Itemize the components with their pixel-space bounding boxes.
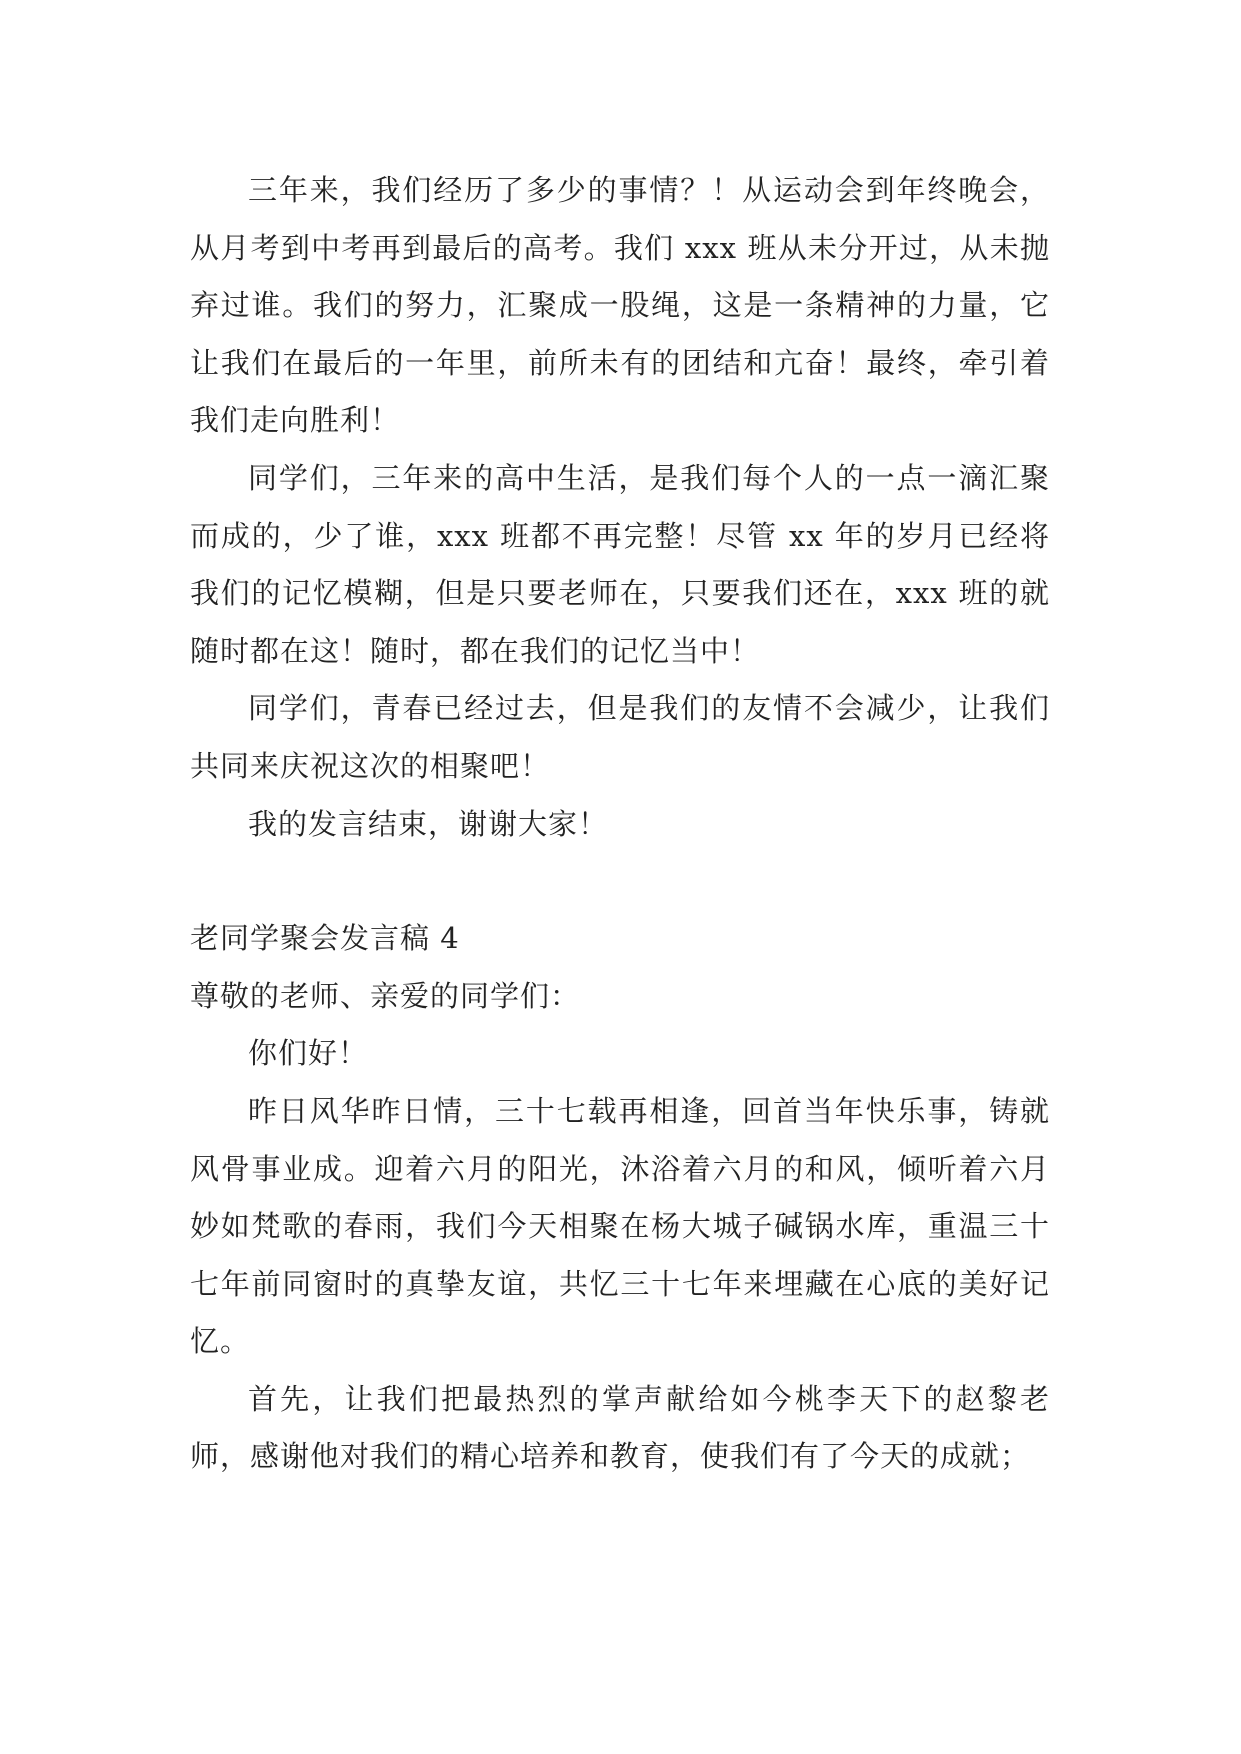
paragraph: 首先，让我们把最热烈的掌声献给如今桃李天下的赵黎老师，感谢他对我们的精心培养和教育，使我们有了今天的成就； xyxy=(190,1381,1050,1474)
paragraph: 昨日风华昨日情，三十七载再相逢，回首当年快乐事，铸就风骨事业成。迎着六月的阳光，沐浴着六月的和风，倾听着六月妙如梵歌的春雨，我们今天相聚在杨大城子碱锅水库，重温三十七年前同窗时的真挚友谊，共忆三十七年来埋藏在心底的美好记忆。 xyxy=(190,1093,1050,1359)
greeting: 你们好！ xyxy=(248,1036,369,1071)
salutation: 尊敬的老师、亲爱的同学们： xyxy=(190,978,581,1013)
paragraph: 同学们，青春已经过去，但是我们的友情不会减少，让我们共同来庆祝这次的相聚吧！ xyxy=(190,691,1050,783)
section-title: 老同学聚会发言稿 4 xyxy=(190,921,460,956)
section-spacer xyxy=(190,853,1050,910)
paragraph: 我的发言结束，谢谢大家！ xyxy=(248,806,609,841)
paragraph: 三年来，我们经历了多少的事情？！从运动会到年终晚会，从月考到中考再到最后的高考。我们 xxx 班从未分开过，从未抛弃过谁。我们的努力，汇聚成一股绳，这是一条精神的力量，它让我们在最后的一年里，前所未有的团结和亢奋！最终，牵引着我们走向胜利！ xyxy=(190,173,1050,438)
paragraph: 同学们，三年来的高中生活，是我们每个人的一点一滴汇聚而成的，少了谁，xxx 班都不再完整！尽管 xx 年的岁月已经将我们的记忆模糊，但是只要老师在，只要我们还在，xxx 班的就随时都在这！随时，都在我们的记忆当中！ xyxy=(190,460,1050,668)
document-body xyxy=(190,162,1050,1486)
